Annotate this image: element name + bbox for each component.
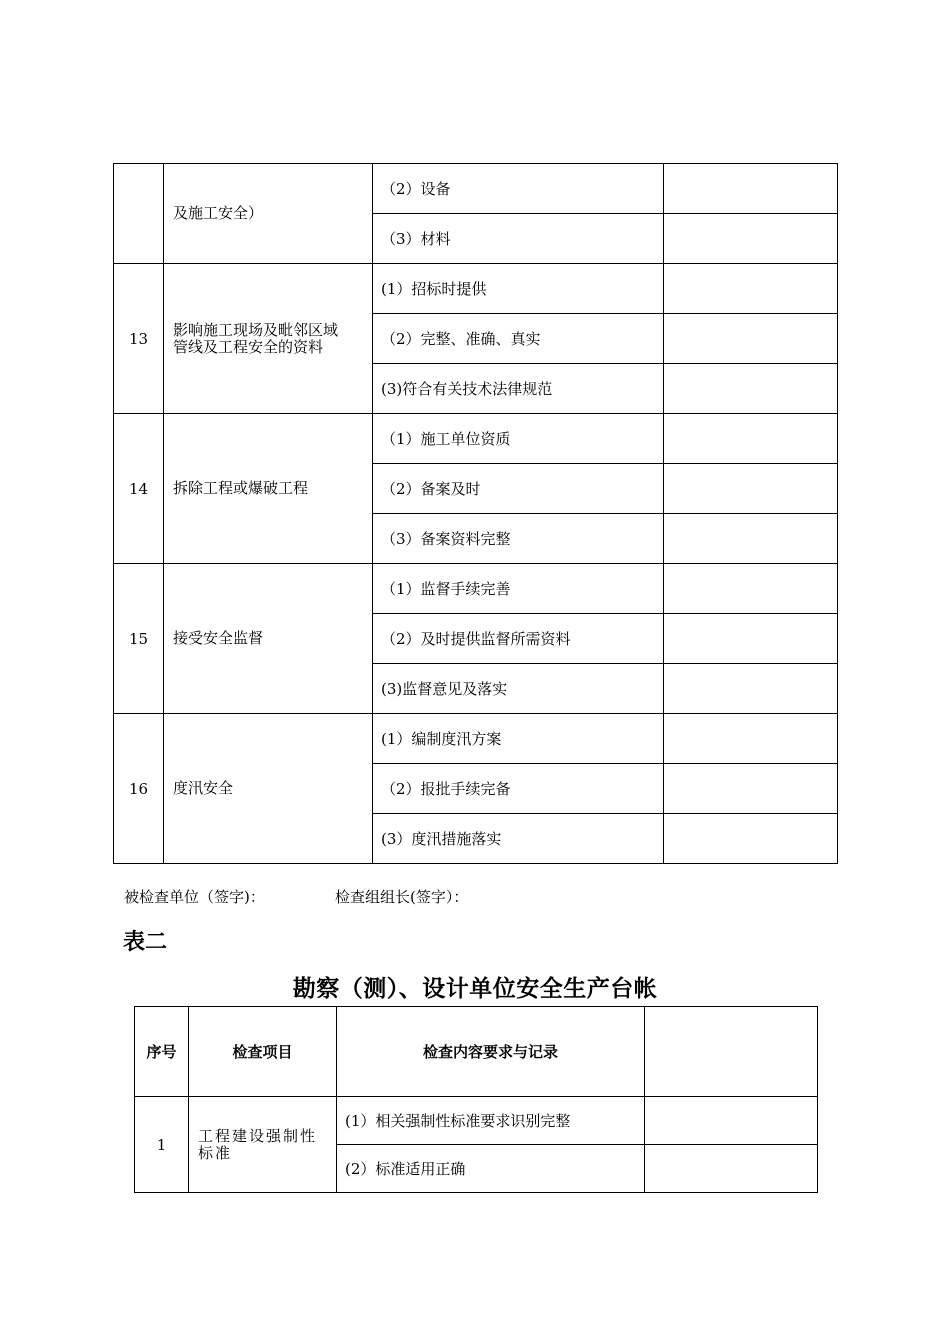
record-cell <box>664 614 838 664</box>
record-cell <box>664 364 838 414</box>
check-item-line: 工程建设强制性 <box>198 1126 318 1145</box>
record-cell <box>664 214 838 264</box>
requirement-cell: （3）材料 <box>373 214 664 264</box>
row-number-cell: 15 <box>114 564 164 714</box>
record-cell <box>664 414 838 464</box>
check-item-line: 标准 <box>198 1143 233 1162</box>
requirement-cell: (3）度汛措施落实 <box>373 814 664 864</box>
requirement-cell: (1）相关强制性标准要求识别完整 <box>337 1097 645 1145</box>
record-cell <box>664 714 838 764</box>
check-item-cell <box>189 1097 337 1193</box>
row-number-cell: 14 <box>114 414 164 564</box>
header-content: 检查内容要求与记录 <box>337 1007 645 1097</box>
check-item-cell: 度汛安全 <box>164 714 373 864</box>
table-row <box>135 1097 818 1145</box>
record-cell <box>664 664 838 714</box>
row-number-cell <box>114 164 164 264</box>
requirement-cell: (3)符合有关技术法律规范 <box>373 364 664 414</box>
inspection-table-continued <box>113 163 838 864</box>
record-cell <box>664 514 838 564</box>
table-row <box>114 414 838 464</box>
requirement-cell: （1）监督手续完善 <box>373 564 664 614</box>
table-row <box>114 564 838 614</box>
check-item-cell: 及施工安全） <box>164 164 373 264</box>
table-row <box>114 714 838 764</box>
check-item-cell: 接受安全监督 <box>164 564 373 714</box>
header-number: 序号 <box>135 1007 189 1097</box>
requirement-cell: （1）施工单位资质 <box>373 414 664 464</box>
check-item-line: 管线及工程安全的资料 <box>173 337 324 356</box>
record-cell <box>664 564 838 614</box>
record-cell <box>664 464 838 514</box>
table-row <box>114 164 838 214</box>
record-cell <box>645 1097 818 1145</box>
header-check-item: 检查项目 <box>189 1007 337 1097</box>
row-number-cell: 13 <box>114 264 164 414</box>
requirement-cell: (1）编制度汛方案 <box>373 714 664 764</box>
table-label: 表二 <box>123 930 168 955</box>
requirement-cell: (2）标准适用正确 <box>337 1145 645 1193</box>
check-item-cell <box>164 264 373 414</box>
inspected-unit-signature-label: 被检查单位（签字)： <box>124 888 265 906</box>
requirement-cell: （2）备案及时 <box>373 464 664 514</box>
requirement-cell: （2）及时提供监督所需资料 <box>373 614 664 664</box>
record-cell <box>664 314 838 364</box>
record-cell <box>645 1145 818 1193</box>
record-cell <box>664 264 838 314</box>
record-cell <box>664 814 838 864</box>
requirement-cell: （2）报批手续完备 <box>373 764 664 814</box>
table-title: 勘察（测）、设计单位安全生产台帐 <box>292 976 658 1002</box>
requirement-cell: （2）完整、准确、真实 <box>373 314 664 364</box>
table-header-row <box>135 1007 818 1097</box>
record-cell <box>664 164 838 214</box>
row-number-cell: 16 <box>114 714 164 864</box>
row-number-cell: 1 <box>135 1097 189 1193</box>
header-extra <box>645 1007 818 1097</box>
table-row <box>114 264 838 314</box>
requirement-cell: (1）招标时提供 <box>373 264 664 314</box>
check-item-line: 影响施工现场及毗邻区域 <box>173 320 339 339</box>
requirement-cell: （3）备案资料完整 <box>373 514 664 564</box>
check-item-cell: 拆除工程或爆破工程 <box>164 414 373 564</box>
team-leader-signature-label: 检查组组长(签字）： <box>335 888 469 906</box>
survey-design-safety-ledger-table <box>134 1006 818 1193</box>
record-cell <box>664 764 838 814</box>
requirement-cell: (3)监督意见及落实 <box>373 664 664 714</box>
requirement-cell: （2）设备 <box>373 164 664 214</box>
